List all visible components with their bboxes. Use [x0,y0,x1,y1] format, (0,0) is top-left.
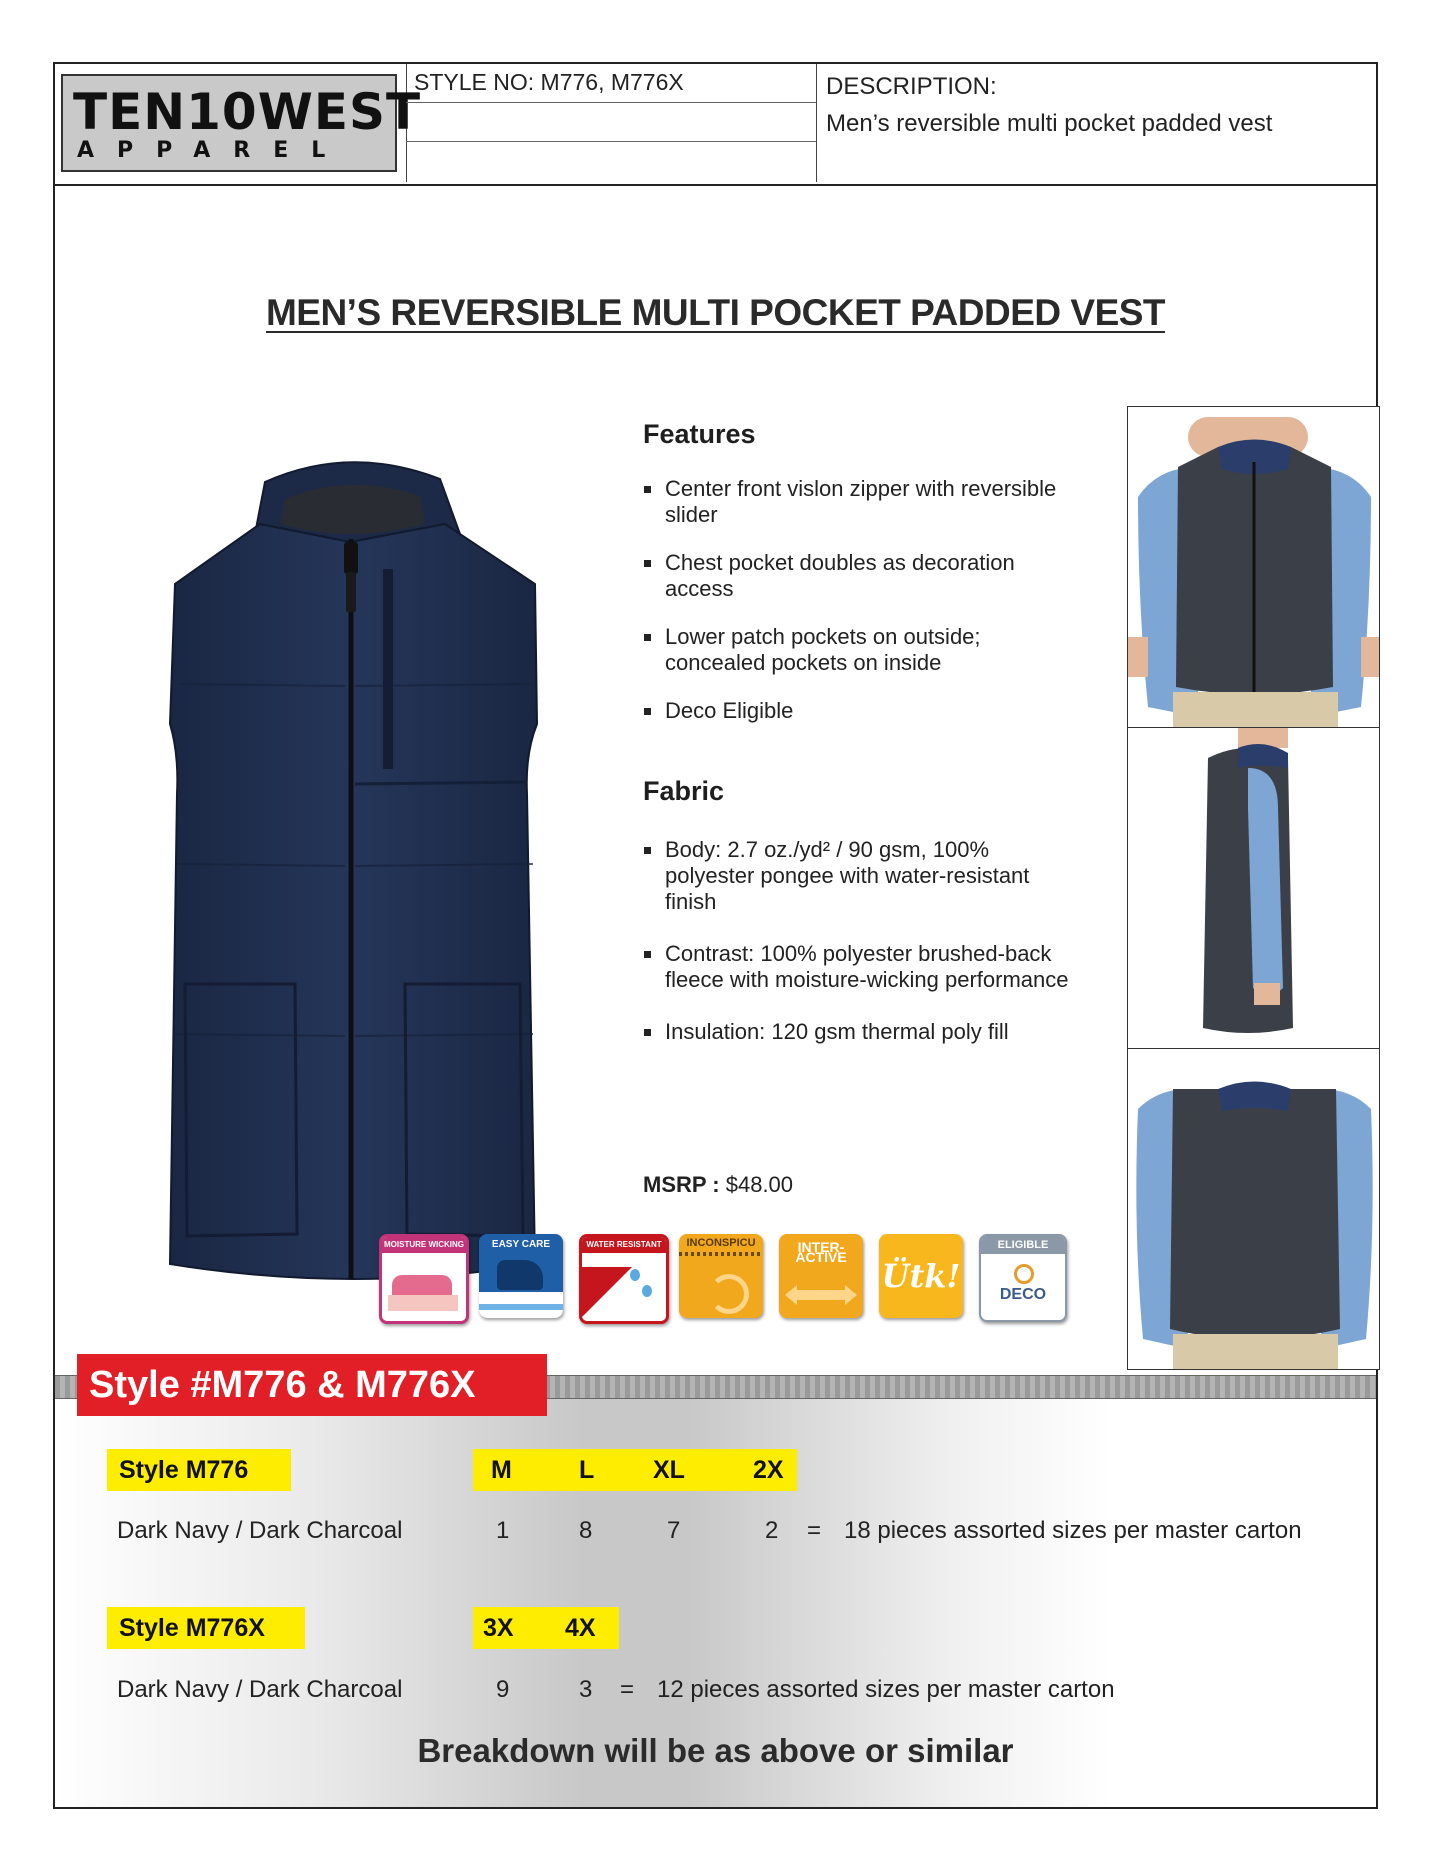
msrp-value: $48.00 [725,1172,794,1197]
msrp-label: MSRP : [643,1172,720,1197]
model-side-photo [1127,727,1380,1049]
page-title: MEN’S REVERSIBLE MULTI POCKET PADDED VEST [265,292,1166,333]
logo-cell [55,64,422,182]
size-label: 3X [483,1614,514,1642]
logo-subtext: APPAREL [77,138,349,163]
style-blank-row [406,142,816,180]
model-back-photo [1127,1048,1380,1370]
moisture-wicking-icon: MOISTURE WICKING [379,1234,469,1324]
qty-cell: 9 [496,1676,510,1703]
style-m776-label: Style M776 [107,1449,291,1491]
fabric-item: Contrast: 100% polyester brushed-back fleece with moisture-wicking performance [643,941,1083,993]
features-section [643,419,1083,1045]
equals-sign: = [807,1517,822,1544]
style-blank-row [406,103,816,142]
feature-item: Deco Eligible [643,698,1083,724]
carton-note: 18 pieces assorted sizes per master carton [844,1517,1302,1544]
qty-cell: 1 [496,1517,510,1544]
spec-sheet [53,62,1378,1809]
equals-sign: = [620,1676,635,1703]
feature-item: Chest pocket doubles as decoration access [643,550,1083,602]
description-label: DESCRIPTION: [826,73,997,100]
size-label: XL [653,1456,685,1484]
qty-cell: 2 [765,1517,779,1544]
features-heading: Features [643,419,756,449]
color-name: Dark Navy / Dark Charcoal [117,1676,403,1703]
description-cell [816,64,1376,190]
water-resistant-icon: WATER RESISTANT [579,1234,669,1324]
deco-label: DECO [999,1286,1047,1303]
style-number-cell [406,64,817,182]
qty-cell: 8 [579,1517,593,1544]
carton-note: 12 pieces assorted sizes per master carton [657,1676,1115,1703]
breakdown-footnote: Breakdown will be as above or similar [417,1732,1014,1769]
deco-eligible-icon: ELIGIBLE DECO [979,1234,1067,1322]
easy-care-icon: EASY CARE [479,1234,563,1318]
fabric-item: Insulation: 120 gsm thermal poly fill [643,1019,1083,1045]
inconspicuous-zip-icon: INCONSPICU [679,1234,763,1318]
fabric-heading: Fabric [643,776,725,806]
logo-wordmark: TEN10WEST [73,83,422,141]
style-m776x-label: Style M776X [107,1607,305,1649]
model-front-photo [1127,406,1380,728]
feature-item: Center front vislon zipper with reversible slider [643,476,1083,528]
size-label: L [579,1456,595,1484]
size-label: 4X [565,1614,596,1642]
size-label: 2X [753,1456,784,1484]
header [55,64,1376,186]
style-number: STYLE NO: M776, M776X [406,64,816,103]
msrp [643,1172,793,1198]
brand-logo [61,74,422,172]
features-list [643,476,1083,724]
style-tab: Style #M776 & M776X [77,1354,547,1416]
vest-front-image [115,424,595,1284]
fabric-item: Body: 2.7 oz./yd² / 90 gsm, 100% polyester pongee with water-resistant finish [643,837,1083,915]
size-header-m776 [473,1449,797,1491]
size-label: M [491,1456,512,1484]
description-value: Men’s reversible multi pocket padded vest [826,110,1273,137]
color-name: Dark Navy / Dark Charcoal [117,1517,403,1544]
interactive-system-icon: INTER-ACTIVE [779,1234,863,1318]
qty-cell: 3 [579,1676,593,1703]
fabric-list [643,837,1083,1045]
utk-icon: Ütk! [879,1234,963,1318]
qty-cell: 7 [667,1517,681,1544]
feature-item: Lower patch pockets on outside; concealed pockets on inside [643,624,1083,676]
size-header-m776x [473,1607,619,1649]
